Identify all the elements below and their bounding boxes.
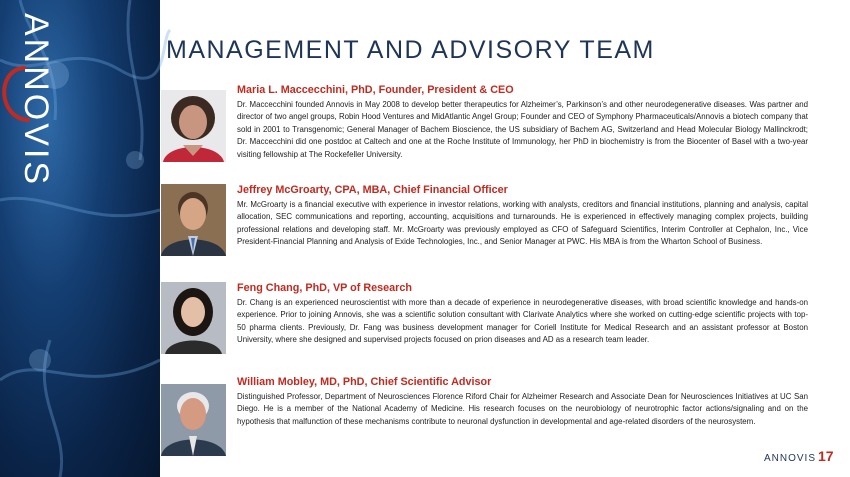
bio-text: Distinguished Professor, Department of Neurosciences Florence Riford Chair for Alzheimer Research and Associate Dean for Neurosciences Initiatives at UC San Diego. He is a member of the National Academy of Medicine. His research focuses on the neurobiology of neurotrophic factor actions/signaling and on the hypothesis that malfunction of these mechanisms contribute to neuronal dysfunction in developmental and age-related disorders of the neurosystem. (237, 392, 808, 426)
bio-header: Maria L. Maccecchini, PhD, Founder, President & CEO (237, 84, 514, 96)
footer-brand: ANNOVIS (764, 453, 817, 464)
bio-header: Jeffrey McGroarty, CPA, MBA, Chief Financial Officer (237, 184, 508, 196)
bio-header: Feng Chang, PhD, VP of Research (237, 282, 412, 294)
sidebar-neuron-background (0, 0, 160, 477)
bio-text: Dr. Chang is an experienced neuroscientist with more than a decade of experience in neurodegenerative diseases, with broad scientific knowledge and hands-on experience. Prior to joining Annovis, she was a scientific solution consultant with Clarivate Analytics where she worked on cutting-edge scientific projects with top-50 pharma clients. Previously, Dr. Fang was business development manager for Coriell Institute for Medical Research and an assistant professor at Boston University, where she designed and supervised projects focused on prion diseases and AD as a research team leader. (237, 298, 808, 345)
portrait-avatar (161, 184, 226, 256)
photo-mcgroarty (161, 184, 226, 256)
bio-mcgroarty (237, 184, 808, 249)
portrait-avatar (161, 90, 226, 162)
bio-header: William Mobley, MD, PhD, Chief Scientific Advisor (237, 376, 492, 388)
page-title: MANAGEMENT AND ADVISORY TEAM (166, 36, 655, 64)
portrait-avatar (161, 282, 226, 354)
bio-mobley (237, 376, 808, 428)
portrait-avatar (161, 384, 226, 456)
page-number: 17 (818, 448, 834, 464)
bio-text: Mr. McGroarty is a financial executive with experience in investor relations, working with analysts, creditors and financial institutions, planning and analysis, capital allocation, SEC communications and reporting, accounting, acquisitions and turnarounds. He is experienced in effectively managing complex projects, building professional relations and developing staff. Mr. McGroarty was previously employed as CFO of Safeguard Scientifics, Interim Controller at Cephalon, Inc., Vice President-Financial Planning and Analysis of Exide Technologies, Inc., and Senior Manager at PWC. His MBA is from the Wharton School of Business. (237, 200, 808, 247)
photo-chang (161, 282, 226, 354)
bio-maccecchini (237, 84, 808, 161)
brand-vertical-text: ANNOVIS (17, 12, 55, 188)
annovis-vertical-logo (0, 0, 55, 200)
bio-text: Dr. Maccecchini founded Annovis in May 2008 to develop better therapeutics for Alzheimer’s, Parkinson’s and other neurodegenerative diseases. Was partner and director of two angel groups, Robin Hood Ventures and MidAtlantic Angel Group; Founder and CEO of Symphony Pharmaceuticals/Annovis a biotech company that sold in 2001 to Transgenomic; General Manager of Bachem Bioscience, the US subsidiary of Bachem AG, Switzerland and Head Molecular Biology Mallinckrodt; Dr. Maccecchini did one postdoc at Caltech and one at the Roche Institute of Immunology, her PhD in biochemistry is from the Biocenter of Basel with a two-year visiting fellowship at The Rockefeller University. (237, 100, 808, 159)
bio-chang (237, 282, 808, 347)
photo-mobley (161, 384, 226, 456)
photo-maccecchini (161, 90, 226, 162)
